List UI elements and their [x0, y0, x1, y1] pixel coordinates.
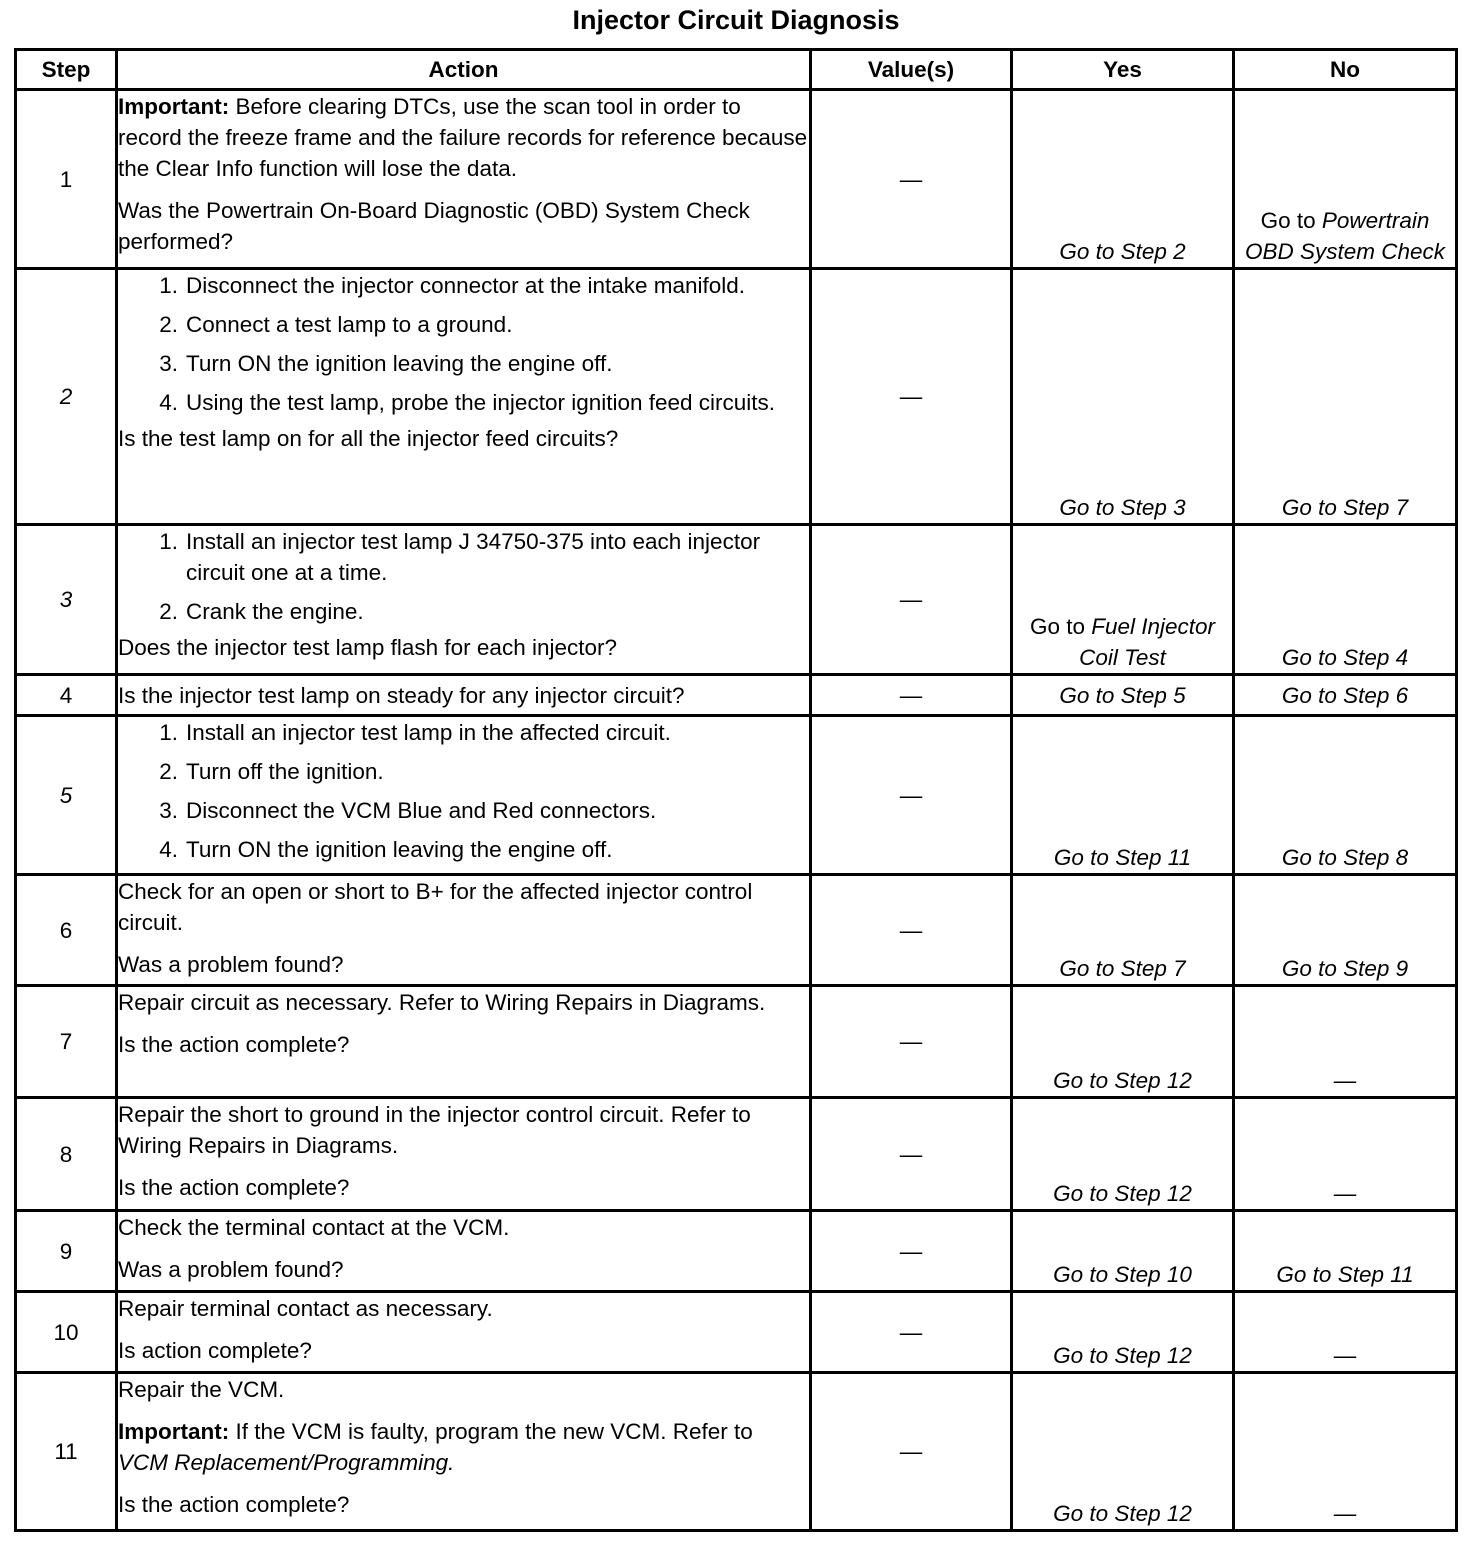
action-question: Was the Powertrain On-Board Diagnostic (OBD) System Check performed? [118, 198, 750, 254]
action-cell [117, 1373, 811, 1531]
action-text: Repair the short to ground in the injector control circuit. Refer to Wiring Repairs in Diagrams. [118, 1102, 751, 1158]
important-label: Important: [118, 1419, 230, 1444]
action-text: Repair terminal contact as necessary. [118, 1296, 493, 1321]
step-number: 3 [16, 525, 117, 675]
no-cell: — [1234, 986, 1457, 1098]
step-number: 11 [16, 1373, 117, 1531]
table-row [16, 716, 1457, 875]
no-cell: Go to Step 4 [1234, 525, 1457, 675]
step-number: 10 [16, 1292, 117, 1373]
list-item: 4. Turn ON the ignition leaving the engine off. [159, 837, 613, 862]
yes-cell: Go to Step 2 [1012, 90, 1234, 269]
table-row [16, 1211, 1457, 1292]
action-question: Was a problem found? [118, 1257, 344, 1282]
step-number: 2 [16, 269, 117, 525]
important-text: If the VCM is faulty, program the new VCM. Refer to [229, 1419, 753, 1444]
no-cell [1234, 90, 1457, 269]
action-question: Was a problem found? [118, 952, 344, 977]
list-item: 3. Turn ON the ignition leaving the engine off. [159, 351, 613, 376]
yes-cell: Go to Step 10 [1012, 1211, 1234, 1292]
no-cell: Go to Step 11 [1234, 1211, 1457, 1292]
action-cell [117, 716, 811, 875]
step-number: 4 [16, 675, 117, 716]
action-cell [117, 90, 811, 269]
list-item: 1. Install an injector test lamp in the affected circuit. [159, 720, 671, 745]
action-cell [117, 269, 811, 525]
page-title: Injector Circuit Diagnosis [572, 5, 900, 35]
value-cell: — [811, 986, 1012, 1098]
list-item-text: Install an injector test lamp J 34750-375 into each injector circuit one at a time. [186, 529, 761, 585]
value-cell: — [811, 525, 1012, 675]
action-question: Is the test lamp on for all the injector feed circuits? [118, 426, 619, 451]
important-text: Before clearing DTCs, use the scan tool in order to record the freeze frame and the failure records for reference because the Clear Info function will lose the data. [118, 94, 808, 181]
no-cell: Go to Step 7 [1234, 269, 1457, 525]
action-steps-list [118, 270, 809, 418]
important-label: Important: [118, 94, 230, 119]
value-cell: — [811, 716, 1012, 875]
value-cell: — [811, 1211, 1012, 1292]
table-row [16, 1098, 1457, 1211]
step-number: 1 [16, 90, 117, 269]
yes-cell: Go to Step 3 [1012, 269, 1234, 525]
no-cell: Go to Step 8 [1234, 716, 1457, 875]
list-item: 2. Crank the engine. [159, 599, 364, 624]
important-reference: VCM Replacement/Programming. [118, 1450, 455, 1475]
action-cell [117, 875, 811, 986]
yes-cell: Go to Step 5 [1012, 675, 1234, 716]
action-cell [117, 1292, 811, 1373]
value-cell: — [811, 1098, 1012, 1211]
no-prefix: Go to [1260, 208, 1322, 233]
table-row [16, 675, 1457, 716]
list-item-text: Turn ON the ignition leaving the engine off. [186, 837, 613, 862]
action-steps-list [118, 526, 809, 627]
header-yes: Yes [1012, 50, 1234, 90]
action-question: Does the injector test lamp flash for each injector? [118, 635, 617, 660]
action-cell [117, 1211, 811, 1292]
table-row [16, 986, 1457, 1098]
yes-cell: Go to Step 12 [1012, 1373, 1234, 1531]
table-row [16, 90, 1457, 269]
list-item-text: Connect a test lamp to a ground. [186, 312, 513, 337]
action-text: Check the terminal contact at the VCM. [118, 1215, 510, 1240]
action-cell [117, 675, 811, 716]
value-cell: — [811, 1373, 1012, 1531]
no-cell: — [1234, 1098, 1457, 1211]
list-item: 2. Turn off the ignition. [159, 759, 384, 784]
yes-cell [1012, 525, 1234, 675]
list-item: 4. Using the test lamp, probe the injector ignition feed circuits. [159, 390, 776, 415]
action-question: Is the action complete? [118, 1175, 350, 1200]
action-cell [117, 1098, 811, 1211]
table-row [16, 875, 1457, 986]
action-cell [117, 986, 811, 1098]
header-step: Step [16, 50, 117, 90]
yes-cell: Go to Step 7 [1012, 875, 1234, 986]
action-question: Is the action complete? [118, 1492, 350, 1517]
list-item-text: Turn off the ignition. [186, 759, 384, 784]
no-link: Powertrain OBD System Check [1244, 208, 1446, 264]
no-cell: Go to Step 9 [1234, 875, 1457, 986]
table-row [16, 269, 1457, 525]
step-number: 7 [16, 986, 117, 1098]
table-row [16, 1292, 1457, 1373]
value-cell: — [811, 90, 1012, 269]
list-item: 1. Disconnect the injector connector at the intake manifold. [159, 273, 746, 298]
list-item-text: Disconnect the VCM Blue and Red connectors. [186, 798, 657, 823]
value-cell: — [811, 875, 1012, 986]
yes-link: Fuel Injector Coil Test [1079, 614, 1216, 670]
action-question: Is the action complete? [118, 1032, 350, 1057]
header-no: No [1234, 50, 1457, 90]
action-text: Repair circuit as necessary. Refer to Wiring Repairs in Diagrams. [118, 990, 766, 1015]
important-note [118, 1416, 809, 1478]
list-item: 1. Install an injector test lamp J 34750-375 into each injector circuit one at a time. [159, 529, 761, 585]
step-number: 6 [16, 875, 117, 986]
list-item-text: Disconnect the injector connector at the intake manifold. [186, 273, 746, 298]
table-header-row [16, 50, 1457, 90]
diagnosis-table [14, 48, 1458, 1532]
action-steps-list [118, 717, 809, 865]
list-item: 3. Disconnect the VCM Blue and Red connectors. [159, 798, 657, 823]
step-number: 9 [16, 1211, 117, 1292]
action-question: Is the injector test lamp on steady for any injector circuit? [118, 682, 685, 708]
list-item-text: Crank the engine. [186, 599, 364, 624]
header-values: Value(s) [811, 50, 1012, 90]
yes-cell: Go to Step 12 [1012, 1292, 1234, 1373]
yes-cell: Go to Step 12 [1012, 1098, 1234, 1211]
list-item-text: Install an injector test lamp in the affected circuit. [186, 720, 671, 745]
list-item: 2. Connect a test lamp to a ground. [159, 312, 513, 337]
no-cell: — [1234, 1292, 1457, 1373]
no-cell: Go to Step 6 [1234, 675, 1457, 716]
action-cell [117, 525, 811, 675]
yes-cell: Go to Step 12 [1012, 986, 1234, 1098]
list-item-text: Using the test lamp, probe the injector ignition feed circuits. [186, 390, 776, 415]
action-text: Check for an open or short to B+ for the affected injector control circuit. [118, 879, 753, 935]
yes-cell: Go to Step 11 [1012, 716, 1234, 875]
step-number: 5 [16, 716, 117, 875]
header-action: Action [117, 50, 811, 90]
yes-prefix: Go to [1029, 614, 1092, 639]
list-item-text: Turn ON the ignition leaving the engine off. [186, 351, 613, 376]
step-number: 8 [16, 1098, 117, 1211]
action-question: Is action complete? [118, 1338, 312, 1363]
table-row [16, 525, 1457, 675]
important-note [118, 91, 809, 184]
no-cell: — [1234, 1373, 1457, 1531]
table-row [16, 1373, 1457, 1531]
value-cell: — [811, 675, 1012, 716]
action-text: Repair the VCM. [118, 1377, 285, 1402]
value-cell: — [811, 1292, 1012, 1373]
value-cell: — [811, 269, 1012, 525]
